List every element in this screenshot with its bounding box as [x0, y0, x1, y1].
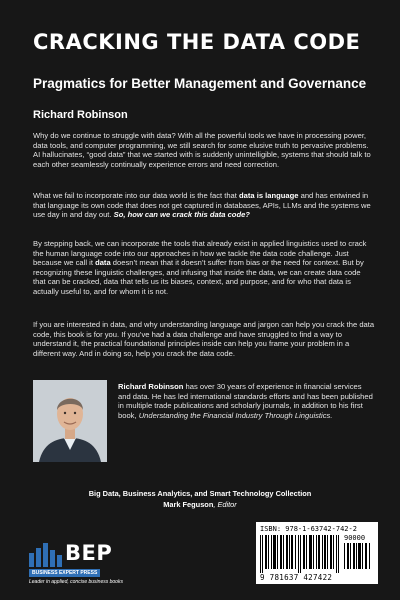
bio-text: has over 30 years of experience in financial services and data. He has led international standards efforts and has been published in multiple trade publications and scholarly journals, in addition to his first book,	[118, 382, 373, 420]
author-bio	[118, 382, 376, 420]
bio-book-title: Understanding the Financial Industry Through Linguistics.	[138, 410, 333, 420]
editor-name: Mark Feguson	[163, 500, 214, 509]
blurb-text: doesn’t mean that it doesn’t suffer from bias or the need for context. But by recognizing these linguistic challenges, and infusing that inside the data, we can create data code that can be cracked, data that tells us its biases, context, and purpose, and for who that data is actually useful to, and for whom it is not.	[33, 258, 364, 296]
blurb-text: What we fail to incorporate into our data world is the fact that	[33, 191, 239, 200]
blurb-paragraph-4: If you are interested in data, and why understanding language and jargon can help you crack the data code, this book is for you. If you’ve had a data challenge and have struggled to find a way to understand it, the practical foundational principles inside can help you frame your problem in a different way. And in doing so, help you crack the data code.	[33, 320, 375, 358]
blurb-paragraph-2	[33, 191, 375, 220]
publisher-tagline: Leader in applied, concise business books	[29, 579, 123, 585]
book-subtitle: Pragmatics for Better Management and Governance	[33, 76, 367, 91]
author-name: Richard Robinson	[33, 109, 128, 121]
publisher-logo	[27, 541, 157, 591]
isbn-barcode	[256, 522, 378, 584]
price-barcode-icon	[344, 543, 372, 569]
blurb-paragraph-3	[33, 239, 375, 297]
publisher-bars-icon	[29, 543, 63, 567]
author-photo	[33, 380, 107, 462]
series-editor	[0, 500, 400, 509]
blurb-question: So, how can we crack this data code?	[113, 210, 250, 220]
series-collection: Big Data, Business Analytics, and Smart Technology Collection	[88, 489, 312, 498]
blurb-paragraph-1: Why do we continue to struggle with data? With all the powerful tools we have in processing power, data tools, and computer programming, we still search for some elusive truth to pervasive problems. AI hallucinates, “good data” that we started with is suddenly unintelligible, systems that should talk to each other seamlessly continually experience errors and need correction.	[33, 131, 371, 169]
price-code: 90000	[344, 534, 366, 542]
book-title: CRACKING THE DATA CODE	[33, 30, 361, 54]
blurb-emphasis: data	[95, 258, 111, 268]
isbn-number: ISBN: 978-1-63742-742-2	[260, 525, 357, 533]
publisher-logo-text: BEP	[65, 541, 113, 565]
barcode-digits: 9 781637 427422	[260, 573, 333, 582]
barcode-icon	[260, 535, 340, 573]
editor-role: , Editor	[213, 500, 237, 509]
blurb-emphasis: data is language	[238, 191, 299, 200]
publisher-name: BUSINESS EXPERT PRESS	[29, 569, 100, 577]
bio-name: Richard Robinson	[118, 382, 184, 391]
blurb-text: By stepping back, we can incorporate the tools that already exist in applied linguistics used to crack the human language code into our approaches in how we tackle the data code challenge. Just because we call it	[33, 239, 367, 268]
blurb-text: and has entwined in that language its own code that does not get captured in databases, APIs, LLMs and the systems we use day in and day out.	[33, 191, 371, 220]
